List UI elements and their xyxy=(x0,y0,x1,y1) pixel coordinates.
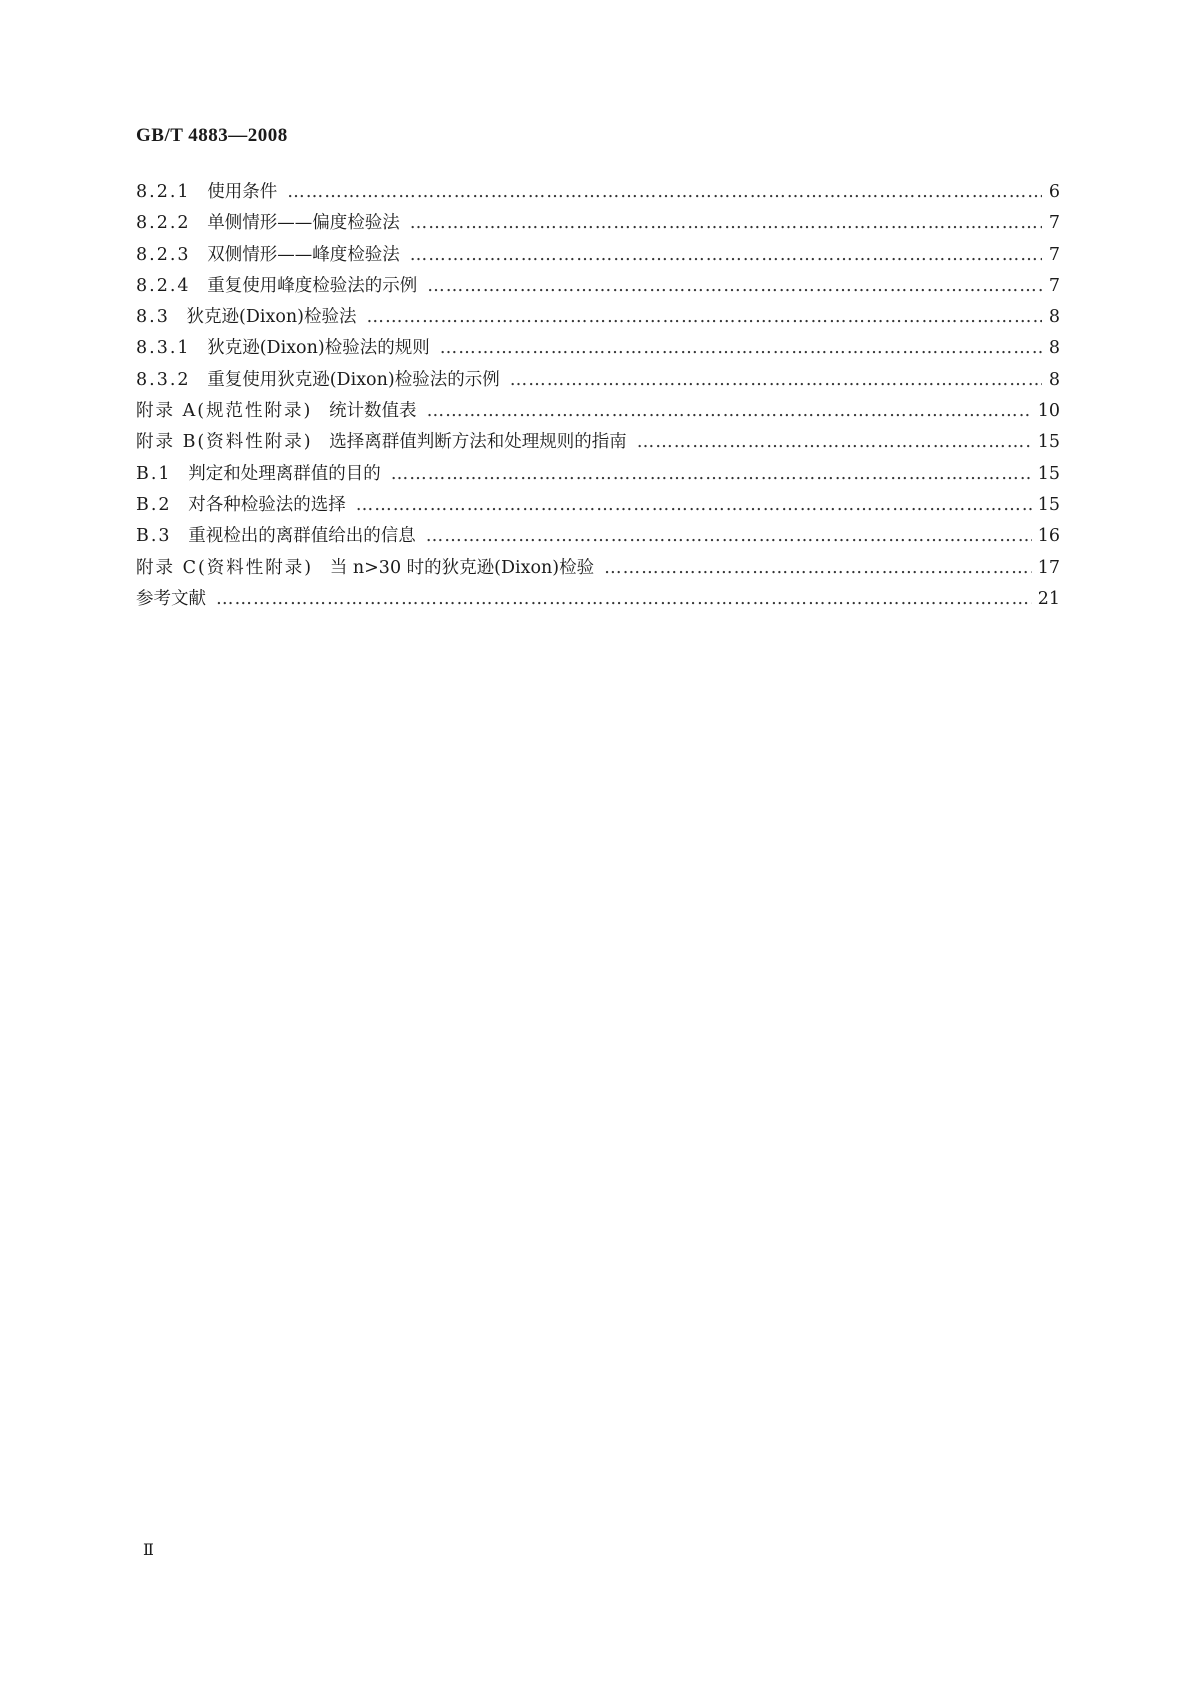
toc-entry-title: 重复使用狄克逊(Dixon)检验法的示例 xyxy=(207,369,500,390)
toc-entry[interactable] xyxy=(136,522,1060,553)
toc-entry-number: 8.3.2 xyxy=(136,369,191,390)
toc-entry-page: 7 xyxy=(1048,275,1060,296)
toc-entry-number: 8.2.1 xyxy=(136,182,191,202)
toc-entry-title: 重复使用峰度检验法的示例 xyxy=(207,275,418,296)
page-number: Ⅱ xyxy=(143,1542,154,1559)
toc-entry-title: 当 n>30 时的狄克逊(Dixon)检验 xyxy=(329,557,595,578)
toc-entry-page: 15 xyxy=(1037,432,1060,453)
toc-entry[interactable] xyxy=(136,366,1060,397)
toc-entry[interactable] xyxy=(136,209,1060,240)
toc-entry-page: 8 xyxy=(1048,369,1060,390)
toc-leader-dots xyxy=(427,276,1042,296)
toc-entry-page: 8 xyxy=(1048,338,1060,359)
toc-leader-dots xyxy=(287,182,1042,202)
toc-entry-number: 8.2.3 xyxy=(136,244,191,265)
toc-leader-dots xyxy=(604,558,1032,578)
toc-entry-title: 判定和处理离群值的目的 xyxy=(188,463,381,484)
toc-entry[interactable] xyxy=(136,460,1060,491)
toc-entry[interactable] xyxy=(136,428,1060,459)
table-of-contents xyxy=(136,178,1060,616)
toc-entry-title: 参考文献 xyxy=(136,588,206,609)
toc-entry-page: 6 xyxy=(1048,182,1060,202)
toc-entry-number: B.3 xyxy=(136,526,172,547)
toc-leader-dots xyxy=(637,432,1032,452)
toc-entry[interactable] xyxy=(136,272,1060,303)
toc-entry-title: 对各种检验法的选择 xyxy=(188,494,346,515)
toc-entry-number: B.1 xyxy=(136,463,172,484)
toc-leader-dots xyxy=(410,213,1042,233)
toc-entry-number: 8.2.4 xyxy=(136,275,191,296)
toc-entry-number: B.2 xyxy=(136,494,172,515)
toc-entry-page: 16 xyxy=(1037,526,1060,547)
toc-entry[interactable] xyxy=(136,241,1060,272)
toc-leader-dots xyxy=(367,307,1042,327)
toc-entry[interactable] xyxy=(136,334,1060,365)
toc-entry[interactable] xyxy=(136,554,1060,585)
toc-entry-title: 统计数值表 xyxy=(329,401,417,422)
toc-entry-title: 重视检出的离群值给出的信息 xyxy=(188,526,416,547)
toc-entry[interactable] xyxy=(136,491,1060,522)
toc-leader-dots xyxy=(427,401,1032,421)
toc-entry-number: 附录 C(资料性附录) xyxy=(136,557,314,578)
toc-entry-page: 17 xyxy=(1037,557,1060,578)
toc-entry-page: 15 xyxy=(1037,463,1060,484)
toc-leader-dots xyxy=(391,464,1032,484)
toc-leader-dots xyxy=(510,370,1042,390)
toc-entry-title: 双侧情形——峰度检验法 xyxy=(207,244,400,265)
toc-entry[interactable] xyxy=(136,397,1060,428)
toc-entry-title: 狄克逊(Dixon)检验法的规则 xyxy=(207,338,430,359)
toc-entry-title: 使用条件 xyxy=(207,182,278,202)
toc-entry-page: 10 xyxy=(1037,401,1060,422)
toc-entry[interactable] xyxy=(136,178,1060,209)
toc-leader-dots xyxy=(356,495,1032,515)
toc-entry[interactable] xyxy=(136,303,1060,334)
toc-leader-dots xyxy=(426,526,1032,546)
toc-entry-number: 8.3 xyxy=(136,307,170,328)
toc-entry-page: 8 xyxy=(1048,307,1060,328)
toc-entry-title: 狄克逊(Dixon)检验法 xyxy=(186,307,357,328)
document-code: GB/T 4883—2008 xyxy=(136,125,288,146)
toc-entry[interactable] xyxy=(136,585,1060,616)
toc-leader-dots xyxy=(440,338,1042,358)
toc-leader-dots xyxy=(216,589,1032,609)
toc-entry-page: 7 xyxy=(1048,213,1060,234)
toc-entry-number: 8.3.1 xyxy=(136,338,191,359)
toc-entry-number: 附录 B(资料性附录) xyxy=(136,432,313,453)
toc-entry-page: 7 xyxy=(1048,244,1060,265)
toc-entry-number: 附录 A(规范性附录) xyxy=(136,401,313,422)
toc-leader-dots xyxy=(410,245,1042,265)
toc-entry-number: 8.2.2 xyxy=(136,213,191,234)
toc-entry-page: 21 xyxy=(1037,588,1060,609)
toc-entry-title: 选择离群值判断方法和处理规则的指南 xyxy=(329,432,627,453)
toc-entry-page: 15 xyxy=(1037,494,1060,515)
toc-entry-title: 单侧情形——偏度检验法 xyxy=(207,213,400,234)
